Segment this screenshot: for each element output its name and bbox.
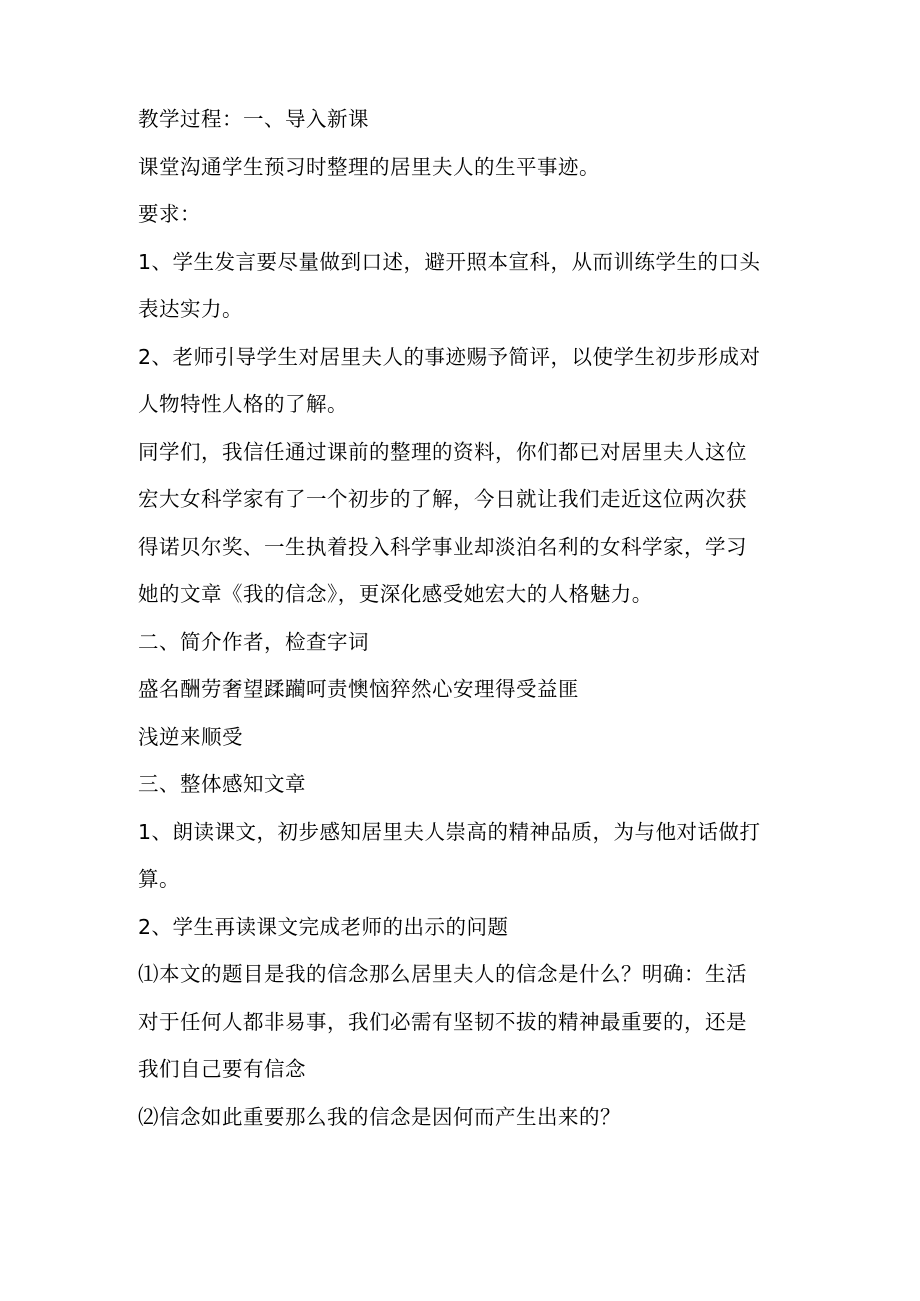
document-body — [138, 96, 798, 1141]
text-line: 对于任何人都非易事，我们必需有坚韧不拔的精神最重要的，还是 — [138, 1009, 747, 1034]
text-line: 我们自己要有信念 — [138, 1057, 306, 1081]
heading-teaching-process: 教学过程：一、导入新课 — [138, 107, 369, 131]
text-line: 表达实力。 — [138, 297, 243, 321]
section-heading: 三、整体感知文章 — [138, 772, 306, 796]
question-line: ⑴本文的题目是我的信念那么居里夫人的信念是什么？明确：生活 — [138, 962, 747, 986]
vocabulary-line: 浅逆来顺受 — [138, 724, 243, 749]
text-line: 宏大女科学家有了一个初步的了解，今日就让我们走近这位两次获 — [138, 487, 747, 511]
text-line: 得诺贝尔奖、一生执着投入科学事业却淡泊名利的女科学家，学习 — [138, 534, 747, 559]
text-line: 同学们，我信任通过课前的整理的资料，你们都已对居里夫人这位 — [138, 439, 747, 464]
text-line: 她的文章《我的信念》，更深化感受她宏大的人格魅力。 — [138, 582, 653, 606]
text-line: 要求： — [138, 202, 201, 226]
text-line: 人物特性人格的了解。 — [138, 392, 348, 416]
text-line: 算。 — [138, 867, 180, 891]
text-line: 1、朗读课文，初步感知居里夫人崇高的精神品质，为与他对话做打 — [138, 819, 761, 844]
text-line: 1、学生发言要尽量做到口述，避开照本宣科，从而训练学生的口头 — [138, 249, 761, 274]
text-line: 2、老师引导学生对居里夫人的事迹赐予简评，以使学生初步形成对 — [138, 344, 761, 369]
text-line: 课堂沟通学生预习时整理的居里夫人的生平事迹。 — [138, 154, 600, 179]
section-heading: 二、简介作者，检查字词 — [138, 629, 369, 654]
vocabulary-line: 盛名酬劳奢望蹂躏呵责懊恼猝然心安理得受益匪 — [138, 677, 579, 701]
question-line: ⑵信念如此重要那么我的信念是因何而产生出来的？ — [138, 1104, 621, 1129]
text-line: 2、学生再读课文完成老师的出示的问题 — [138, 914, 509, 939]
